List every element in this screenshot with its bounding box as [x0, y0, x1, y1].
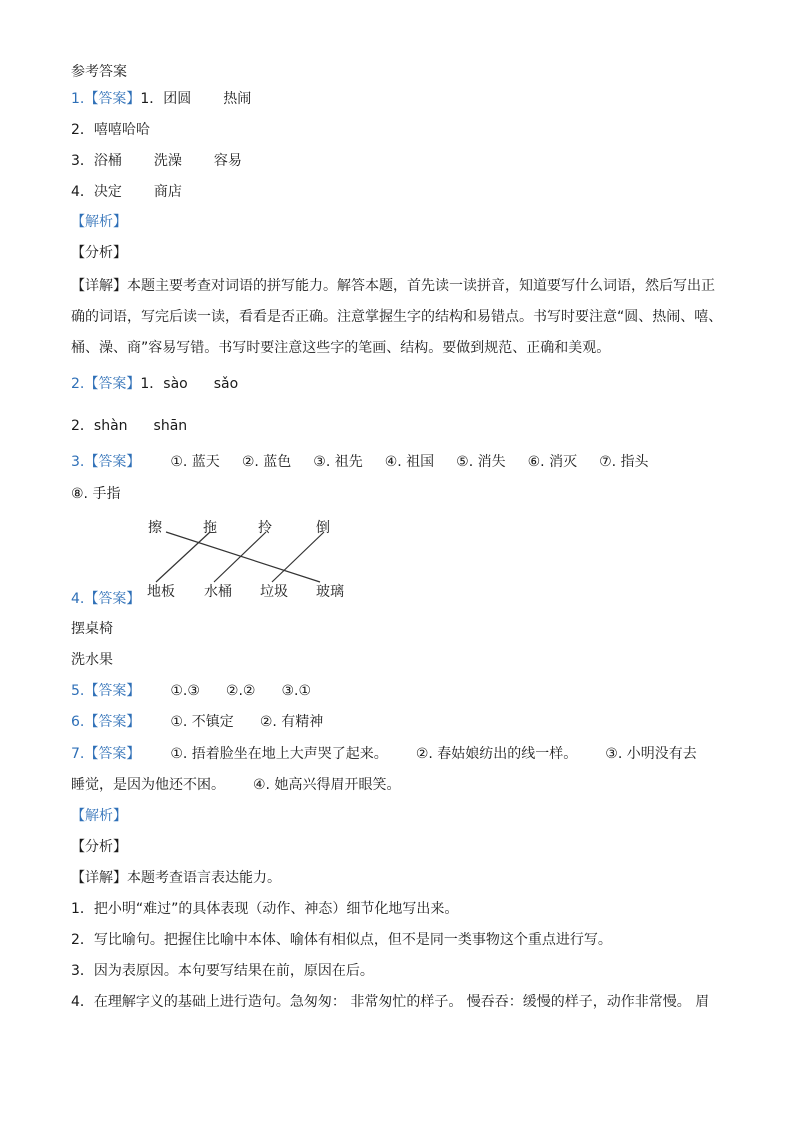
q7-number: 7. — [71, 746, 85, 762]
q4-extra1: 摆桌椅 — [71, 621, 113, 637]
q1-line1 — [71, 89, 251, 109]
q7-item: ③. 小明没有去 — [605, 746, 697, 762]
q1-detail-line3: 桶、澡、商”容易写错。书写时要注意这些字的笔画、结构。要做到规范、正确和美观。 — [71, 340, 611, 356]
q4-top-word: 倒 — [316, 520, 330, 536]
q4-top-word: 拖 — [203, 520, 217, 536]
q3-answer-tag: 【答案】 — [84, 454, 141, 470]
q6-number: 6. — [71, 714, 85, 730]
q1-number: 1. — [71, 91, 85, 107]
q1-word: 容易 — [213, 153, 242, 169]
q7-detail-text: 本题考查语言表达能力。 — [127, 870, 281, 886]
match-line — [156, 532, 210, 582]
q4-bottom-word: 玻璃 — [316, 584, 344, 600]
q1-detail-tag: 【详解】 — [71, 278, 127, 294]
q1-fenxi-tag: 【分析】 — [71, 245, 127, 261]
q2-answer-tag: 【答案】 — [84, 376, 141, 392]
q3-number: 3. — [71, 454, 85, 470]
q1-line4 — [71, 182, 182, 202]
q5-number: 5. — [71, 683, 85, 699]
q3-item: ④. 祖国 — [384, 454, 435, 470]
q1-sub1-number: 1． — [140, 91, 164, 107]
match-line — [214, 532, 266, 582]
q1-analysis-tag: 【解析】 — [71, 214, 127, 230]
q1-sub3-number: 3． — [71, 153, 94, 169]
q2-pinyin: shān — [153, 418, 188, 434]
q4-answer-tag: 【答案】 — [84, 591, 141, 607]
q7-fenxi-tag: 【分析】 — [71, 839, 127, 855]
q7-detail-2: 2．写比喻句。把握住比喻中本体、喻体有相似点，但不是同一类事物这个重点进行写。 — [71, 932, 612, 948]
q2-pinyin: sǎo — [213, 376, 239, 392]
q4-number: 4. — [71, 591, 85, 607]
q5-line — [71, 681, 311, 701]
q7-detail-tag: 【详解】 — [71, 870, 127, 886]
q7-item: ②. 春姑娘纺出的线一样。 — [415, 746, 578, 762]
q4-matching-diagram — [140, 512, 360, 604]
q1-word: 洗澡 — [153, 153, 182, 169]
q5-item: ③.① — [281, 683, 312, 699]
q4-bottom-word: 垃圾 — [260, 584, 288, 600]
q1-line2: 2．嘻嘻哈哈 — [71, 122, 150, 138]
q4-top-word: 擦 — [148, 520, 162, 536]
match-line — [166, 532, 320, 582]
q7-detail-3: 3．因为表原因。本句要写结果在前，原因在后。 — [71, 963, 374, 979]
q7-analysis-tag: 【解析】 — [71, 808, 127, 824]
q2-pinyin: sào — [163, 376, 188, 392]
q1-word: 团圆 — [163, 91, 192, 107]
q1-sub4-number: 4． — [71, 184, 94, 200]
page-title: 参考答案 — [71, 64, 127, 80]
q3-item: ⑦. 指头 — [599, 454, 649, 470]
q7-item: ④. 她高兴得眉开眼笑。 — [253, 777, 401, 793]
q7-detail-1: 1．把小明“难过”的具体表现（动作、神态）细节化地写出来。 — [71, 901, 459, 917]
q4-bottom-word: 地板 — [147, 584, 175, 600]
q3-line2: ⑧. 手指 — [71, 486, 121, 502]
q7-item: ①. 捂着脸坐在地上大声哭了起来。 — [170, 746, 388, 762]
q3-item: ⑥. 消灭 — [527, 454, 578, 470]
q3-item: ⑤. 消失 — [456, 454, 506, 470]
q2-sub1-number: 1． — [140, 376, 164, 392]
q3-item: ①. 蓝天 — [170, 454, 220, 470]
q6-item: ②. 有精神 — [259, 714, 324, 730]
q2-pinyin: shàn — [93, 418, 128, 434]
q6-item: ①. 不镇定 — [170, 714, 234, 730]
q1-word: 热闹 — [223, 91, 252, 107]
q1-word: 商店 — [153, 184, 182, 200]
q2-line2 — [71, 416, 187, 436]
q1-answer-tag: 【答案】 — [84, 91, 141, 107]
q7-answer-tag: 【答案】 — [84, 746, 141, 762]
q5-answer-tag: 【答案】 — [84, 683, 141, 699]
q5-item: ②.② — [225, 683, 256, 699]
q5-item: ①.③ — [170, 683, 200, 699]
q4-bottom-word: 水桶 — [204, 584, 232, 600]
q4-label — [71, 589, 140, 609]
q1-line3 — [71, 151, 242, 171]
q1-word: 决定 — [93, 184, 122, 200]
q3-item: ③. 祖先 — [313, 454, 363, 470]
q3-line1 — [71, 452, 649, 472]
q2-number: 2. — [71, 376, 85, 392]
q7-item-cont: 睡觉，是因为他还不困。 — [71, 777, 225, 793]
q1-detail-line2: 确的词语，写完后读一读，看看是否正确。注意掌握生字的结构和易错点。书写时要注意“圆、热闹、嘻、 — [71, 309, 723, 325]
q4-top-word: 拎 — [258, 520, 272, 536]
q3-item: ②. 蓝色 — [241, 454, 292, 470]
q1-word: 浴桶 — [93, 153, 122, 169]
q6-answer-tag: 【答案】 — [84, 714, 141, 730]
q2-sub2-number: 2． — [71, 418, 94, 434]
q1-detail-line1 — [71, 276, 715, 296]
q6-line — [71, 712, 323, 732]
q7-detail-4: 4．在理解字义的基础上进行造句。急匆匆： 非常匆忙的样子。 慢吞吞：缓慢的样子，动作非常慢。 眉 — [71, 994, 710, 1010]
q1-detail-text: 本题主要考查对词语的拼写能力。解答本题，首先读一读拼音，知道要写什么词语，然后写出正 — [127, 278, 715, 294]
q4-extra2: 洗水果 — [71, 652, 113, 668]
q7-line2 — [71, 775, 400, 795]
q7-line1 — [71, 744, 697, 764]
q2-line1 — [71, 374, 238, 394]
q7-detail-intro — [71, 868, 281, 888]
